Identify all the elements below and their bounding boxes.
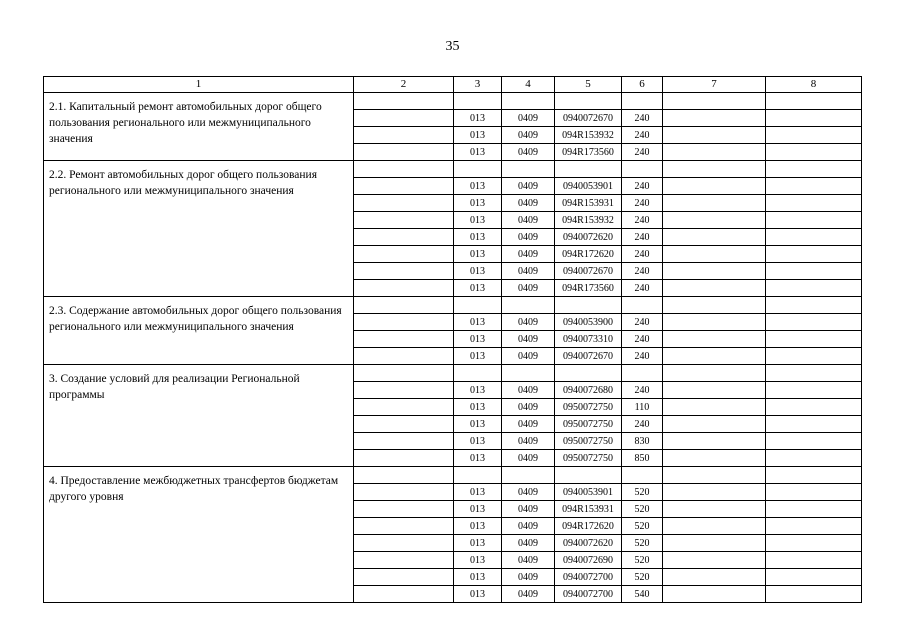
ministry-code-cell: 013 (454, 535, 502, 552)
empty-cell (766, 314, 862, 331)
target-article-cell: 094R153932 (555, 127, 622, 144)
section-code-cell: 0409 (502, 144, 555, 161)
empty-cell (766, 586, 862, 603)
empty-cell (663, 297, 766, 314)
empty-cell (622, 161, 663, 178)
empty-cell (354, 93, 454, 110)
ministry-code-cell: 013 (454, 246, 502, 263)
empty-cell (663, 586, 766, 603)
expense-type-cell: 240 (622, 263, 663, 280)
empty-cell (354, 331, 454, 348)
section-code-cell: 0409 (502, 212, 555, 229)
expense-type-cell: 240 (622, 144, 663, 161)
empty-cell (663, 416, 766, 433)
section-code-cell: 0409 (502, 501, 555, 518)
expense-type-cell: 240 (622, 212, 663, 229)
ministry-code-cell: 013 (454, 229, 502, 246)
section-code-cell: 0409 (502, 348, 555, 365)
target-article-cell: 0950072750 (555, 433, 622, 450)
empty-cell (766, 535, 862, 552)
empty-cell (354, 382, 454, 399)
empty-cell (354, 501, 454, 518)
expense-type-cell: 520 (622, 484, 663, 501)
target-article-cell: 094R173560 (555, 280, 622, 297)
empty-cell (663, 518, 766, 535)
expense-type-cell: 240 (622, 178, 663, 195)
empty-cell (663, 127, 766, 144)
section-title-row (44, 467, 862, 484)
expense-type-cell: 240 (622, 314, 663, 331)
expense-type-cell: 240 (622, 110, 663, 127)
empty-cell (502, 297, 555, 314)
section-code-cell: 0409 (502, 110, 555, 127)
empty-cell (766, 93, 862, 110)
empty-cell (354, 365, 454, 382)
empty-cell (766, 280, 862, 297)
empty-cell (354, 314, 454, 331)
expense-type-cell: 110 (622, 399, 663, 416)
expense-type-cell: 540 (622, 586, 663, 603)
target-article-cell: 0940072690 (555, 552, 622, 569)
target-article-cell: 0940072620 (555, 229, 622, 246)
empty-cell (354, 450, 454, 467)
expense-type-cell: 240 (622, 246, 663, 263)
empty-cell (766, 246, 862, 263)
empty-cell (766, 144, 862, 161)
ministry-code-cell: 013 (454, 348, 502, 365)
ministry-code-cell: 013 (454, 331, 502, 348)
ministry-code-cell: 013 (454, 399, 502, 416)
target-article-cell: 094R153931 (555, 501, 622, 518)
section-code-cell: 0409 (502, 552, 555, 569)
empty-cell (454, 161, 502, 178)
ministry-code-cell: 013 (454, 484, 502, 501)
section-title: 2.3. Содержание автомобильных дорог общего пользования регионального или межмуниципального значения (44, 297, 354, 365)
empty-cell (622, 365, 663, 382)
ministry-code-cell: 013 (454, 212, 502, 229)
ministry-code-cell: 013 (454, 552, 502, 569)
empty-cell (766, 229, 862, 246)
expense-type-cell: 520 (622, 569, 663, 586)
section-title: 3. Создание условий для реализации Региональной программы (44, 365, 354, 467)
ministry-code-cell: 013 (454, 382, 502, 399)
expense-type-cell: 240 (622, 331, 663, 348)
empty-cell (354, 246, 454, 263)
ministry-code-cell: 013 (454, 450, 502, 467)
empty-cell (766, 212, 862, 229)
empty-cell (354, 178, 454, 195)
header-cell-2: 2 (354, 77, 454, 93)
empty-cell (766, 110, 862, 127)
empty-cell (766, 348, 862, 365)
section-title-row (44, 161, 862, 178)
expense-type-cell: 240 (622, 127, 663, 144)
expense-type-cell: 240 (622, 280, 663, 297)
target-article-cell: 094R153931 (555, 195, 622, 212)
section-code-cell: 0409 (502, 433, 555, 450)
expense-type-cell: 520 (622, 552, 663, 569)
header-cell-4: 4 (502, 77, 555, 93)
empty-cell (663, 552, 766, 569)
empty-cell (766, 433, 862, 450)
empty-cell (766, 484, 862, 501)
empty-cell (663, 569, 766, 586)
empty-cell (663, 450, 766, 467)
empty-cell (766, 127, 862, 144)
section-title: 4. Предоставление межбюджетных трансфертов бюджетам другого уровня (44, 467, 354, 603)
section-code-cell: 0409 (502, 535, 555, 552)
section-code-cell: 0409 (502, 416, 555, 433)
expense-type-cell: 240 (622, 195, 663, 212)
empty-cell (766, 552, 862, 569)
empty-cell (766, 263, 862, 280)
empty-cell (354, 535, 454, 552)
empty-cell (454, 467, 502, 484)
section-code-cell: 0409 (502, 569, 555, 586)
empty-cell (555, 297, 622, 314)
empty-cell (354, 263, 454, 280)
empty-cell (663, 195, 766, 212)
header-row (44, 77, 862, 93)
target-article-cell: 0940072680 (555, 382, 622, 399)
ministry-code-cell: 013 (454, 416, 502, 433)
target-article-cell: 094R173560 (555, 144, 622, 161)
expense-type-cell: 830 (622, 433, 663, 450)
target-article-cell: 0950072750 (555, 450, 622, 467)
section-code-cell: 0409 (502, 399, 555, 416)
target-article-cell: 0940072670 (555, 348, 622, 365)
empty-cell (663, 467, 766, 484)
empty-cell (663, 484, 766, 501)
section-code-cell: 0409 (502, 195, 555, 212)
section-code-cell: 0409 (502, 450, 555, 467)
empty-cell (766, 467, 862, 484)
empty-cell (354, 586, 454, 603)
empty-cell (663, 314, 766, 331)
empty-cell (622, 467, 663, 484)
section-code-cell: 0409 (502, 246, 555, 263)
empty-cell (354, 229, 454, 246)
empty-cell (354, 280, 454, 297)
empty-cell (663, 535, 766, 552)
empty-cell (663, 178, 766, 195)
section-code-cell: 0409 (502, 314, 555, 331)
empty-cell (354, 144, 454, 161)
expense-type-cell: 240 (622, 229, 663, 246)
header-cell-7: 7 (663, 77, 766, 93)
empty-cell (354, 212, 454, 229)
empty-cell (766, 569, 862, 586)
empty-cell (663, 365, 766, 382)
expense-type-cell: 520 (622, 535, 663, 552)
target-article-cell: 0940053901 (555, 178, 622, 195)
empty-cell (663, 110, 766, 127)
empty-cell (663, 246, 766, 263)
ministry-code-cell: 013 (454, 314, 502, 331)
empty-cell (663, 263, 766, 280)
target-article-cell: 094R172620 (555, 518, 622, 535)
empty-cell (766, 365, 862, 382)
header-cell-8: 8 (766, 77, 862, 93)
header-cell-5: 5 (555, 77, 622, 93)
expense-type-cell: 240 (622, 348, 663, 365)
target-article-cell: 0940073310 (555, 331, 622, 348)
section-code-cell: 0409 (502, 178, 555, 195)
section-code-cell: 0409 (502, 263, 555, 280)
empty-cell (354, 467, 454, 484)
empty-cell (555, 161, 622, 178)
section-code-cell: 0409 (502, 382, 555, 399)
empty-cell (354, 569, 454, 586)
expense-type-cell: 850 (622, 450, 663, 467)
header-cell-3: 3 (454, 77, 502, 93)
empty-cell (454, 93, 502, 110)
empty-cell (354, 399, 454, 416)
empty-cell (502, 467, 555, 484)
target-article-cell: 094R172620 (555, 246, 622, 263)
empty-cell (354, 297, 454, 314)
empty-cell (766, 178, 862, 195)
empty-cell (555, 93, 622, 110)
empty-cell (354, 552, 454, 569)
target-article-cell: 0940072700 (555, 586, 622, 603)
empty-cell (502, 93, 555, 110)
ministry-code-cell: 013 (454, 110, 502, 127)
target-article-cell: 094R153932 (555, 212, 622, 229)
ministry-code-cell: 013 (454, 263, 502, 280)
empty-cell (766, 297, 862, 314)
empty-cell (454, 365, 502, 382)
empty-cell (502, 161, 555, 178)
section-title-row (44, 297, 862, 314)
empty-cell (454, 297, 502, 314)
ministry-code-cell: 013 (454, 195, 502, 212)
section-title: 2.1. Капитальный ремонт автомобильных дорог общего пользования регионального или межмуниципального значения (44, 93, 354, 161)
page-number: 35 (445, 39, 460, 54)
empty-cell (766, 399, 862, 416)
expense-type-cell: 520 (622, 501, 663, 518)
ministry-code-cell: 013 (454, 586, 502, 603)
section-code-cell: 0409 (502, 331, 555, 348)
ministry-code-cell: 013 (454, 569, 502, 586)
empty-cell (663, 399, 766, 416)
section-code-cell: 0409 (502, 229, 555, 246)
section-title-row (44, 93, 862, 110)
section-code-cell: 0409 (502, 127, 555, 144)
header-cell-6: 6 (622, 77, 663, 93)
target-article-cell: 0940072700 (555, 569, 622, 586)
empty-cell (766, 501, 862, 518)
empty-cell (663, 229, 766, 246)
target-article-cell: 0940053900 (555, 314, 622, 331)
empty-cell (663, 433, 766, 450)
empty-cell (766, 161, 862, 178)
empty-cell (766, 518, 862, 535)
empty-cell (766, 416, 862, 433)
empty-cell (663, 212, 766, 229)
ministry-code-cell: 013 (454, 280, 502, 297)
target-article-cell: 0940053901 (555, 484, 622, 501)
empty-cell (663, 280, 766, 297)
empty-cell (354, 416, 454, 433)
section-title: 2.2. Ремонт автомобильных дорог общего пользования регионального или межмуниципального значения (44, 161, 354, 297)
section-code-cell: 0409 (502, 518, 555, 535)
empty-cell (663, 144, 766, 161)
empty-cell (502, 365, 555, 382)
empty-cell (354, 348, 454, 365)
target-article-cell: 0950072750 (555, 399, 622, 416)
section-title-row (44, 365, 862, 382)
ministry-code-cell: 013 (454, 144, 502, 161)
section-code-cell: 0409 (502, 484, 555, 501)
empty-cell (622, 297, 663, 314)
target-article-cell: 0950072750 (555, 416, 622, 433)
empty-cell (354, 161, 454, 178)
target-article-cell: 0940072670 (555, 110, 622, 127)
header-cell-1: 1 (44, 77, 354, 93)
empty-cell (663, 93, 766, 110)
empty-cell (766, 450, 862, 467)
empty-cell (766, 382, 862, 399)
empty-cell (663, 348, 766, 365)
ministry-code-cell: 013 (454, 501, 502, 518)
ministry-code-cell: 013 (454, 433, 502, 450)
empty-cell (766, 195, 862, 212)
empty-cell (354, 433, 454, 450)
empty-cell (663, 501, 766, 518)
section-code-cell: 0409 (502, 280, 555, 297)
budget-table (43, 76, 862, 603)
ministry-code-cell: 013 (454, 178, 502, 195)
ministry-code-cell: 013 (454, 127, 502, 144)
empty-cell (555, 365, 622, 382)
ministry-code-cell: 013 (454, 518, 502, 535)
empty-cell (663, 331, 766, 348)
empty-cell (354, 127, 454, 144)
target-article-cell: 0940072620 (555, 535, 622, 552)
empty-cell (354, 484, 454, 501)
empty-cell (354, 195, 454, 212)
empty-cell (663, 161, 766, 178)
empty-cell (555, 467, 622, 484)
empty-cell (622, 93, 663, 110)
target-article-cell: 0940072670 (555, 263, 622, 280)
expense-type-cell: 520 (622, 518, 663, 535)
expense-type-cell: 240 (622, 382, 663, 399)
empty-cell (766, 331, 862, 348)
section-code-cell: 0409 (502, 586, 555, 603)
empty-cell (354, 110, 454, 127)
expense-type-cell: 240 (622, 416, 663, 433)
empty-cell (354, 518, 454, 535)
empty-cell (663, 382, 766, 399)
